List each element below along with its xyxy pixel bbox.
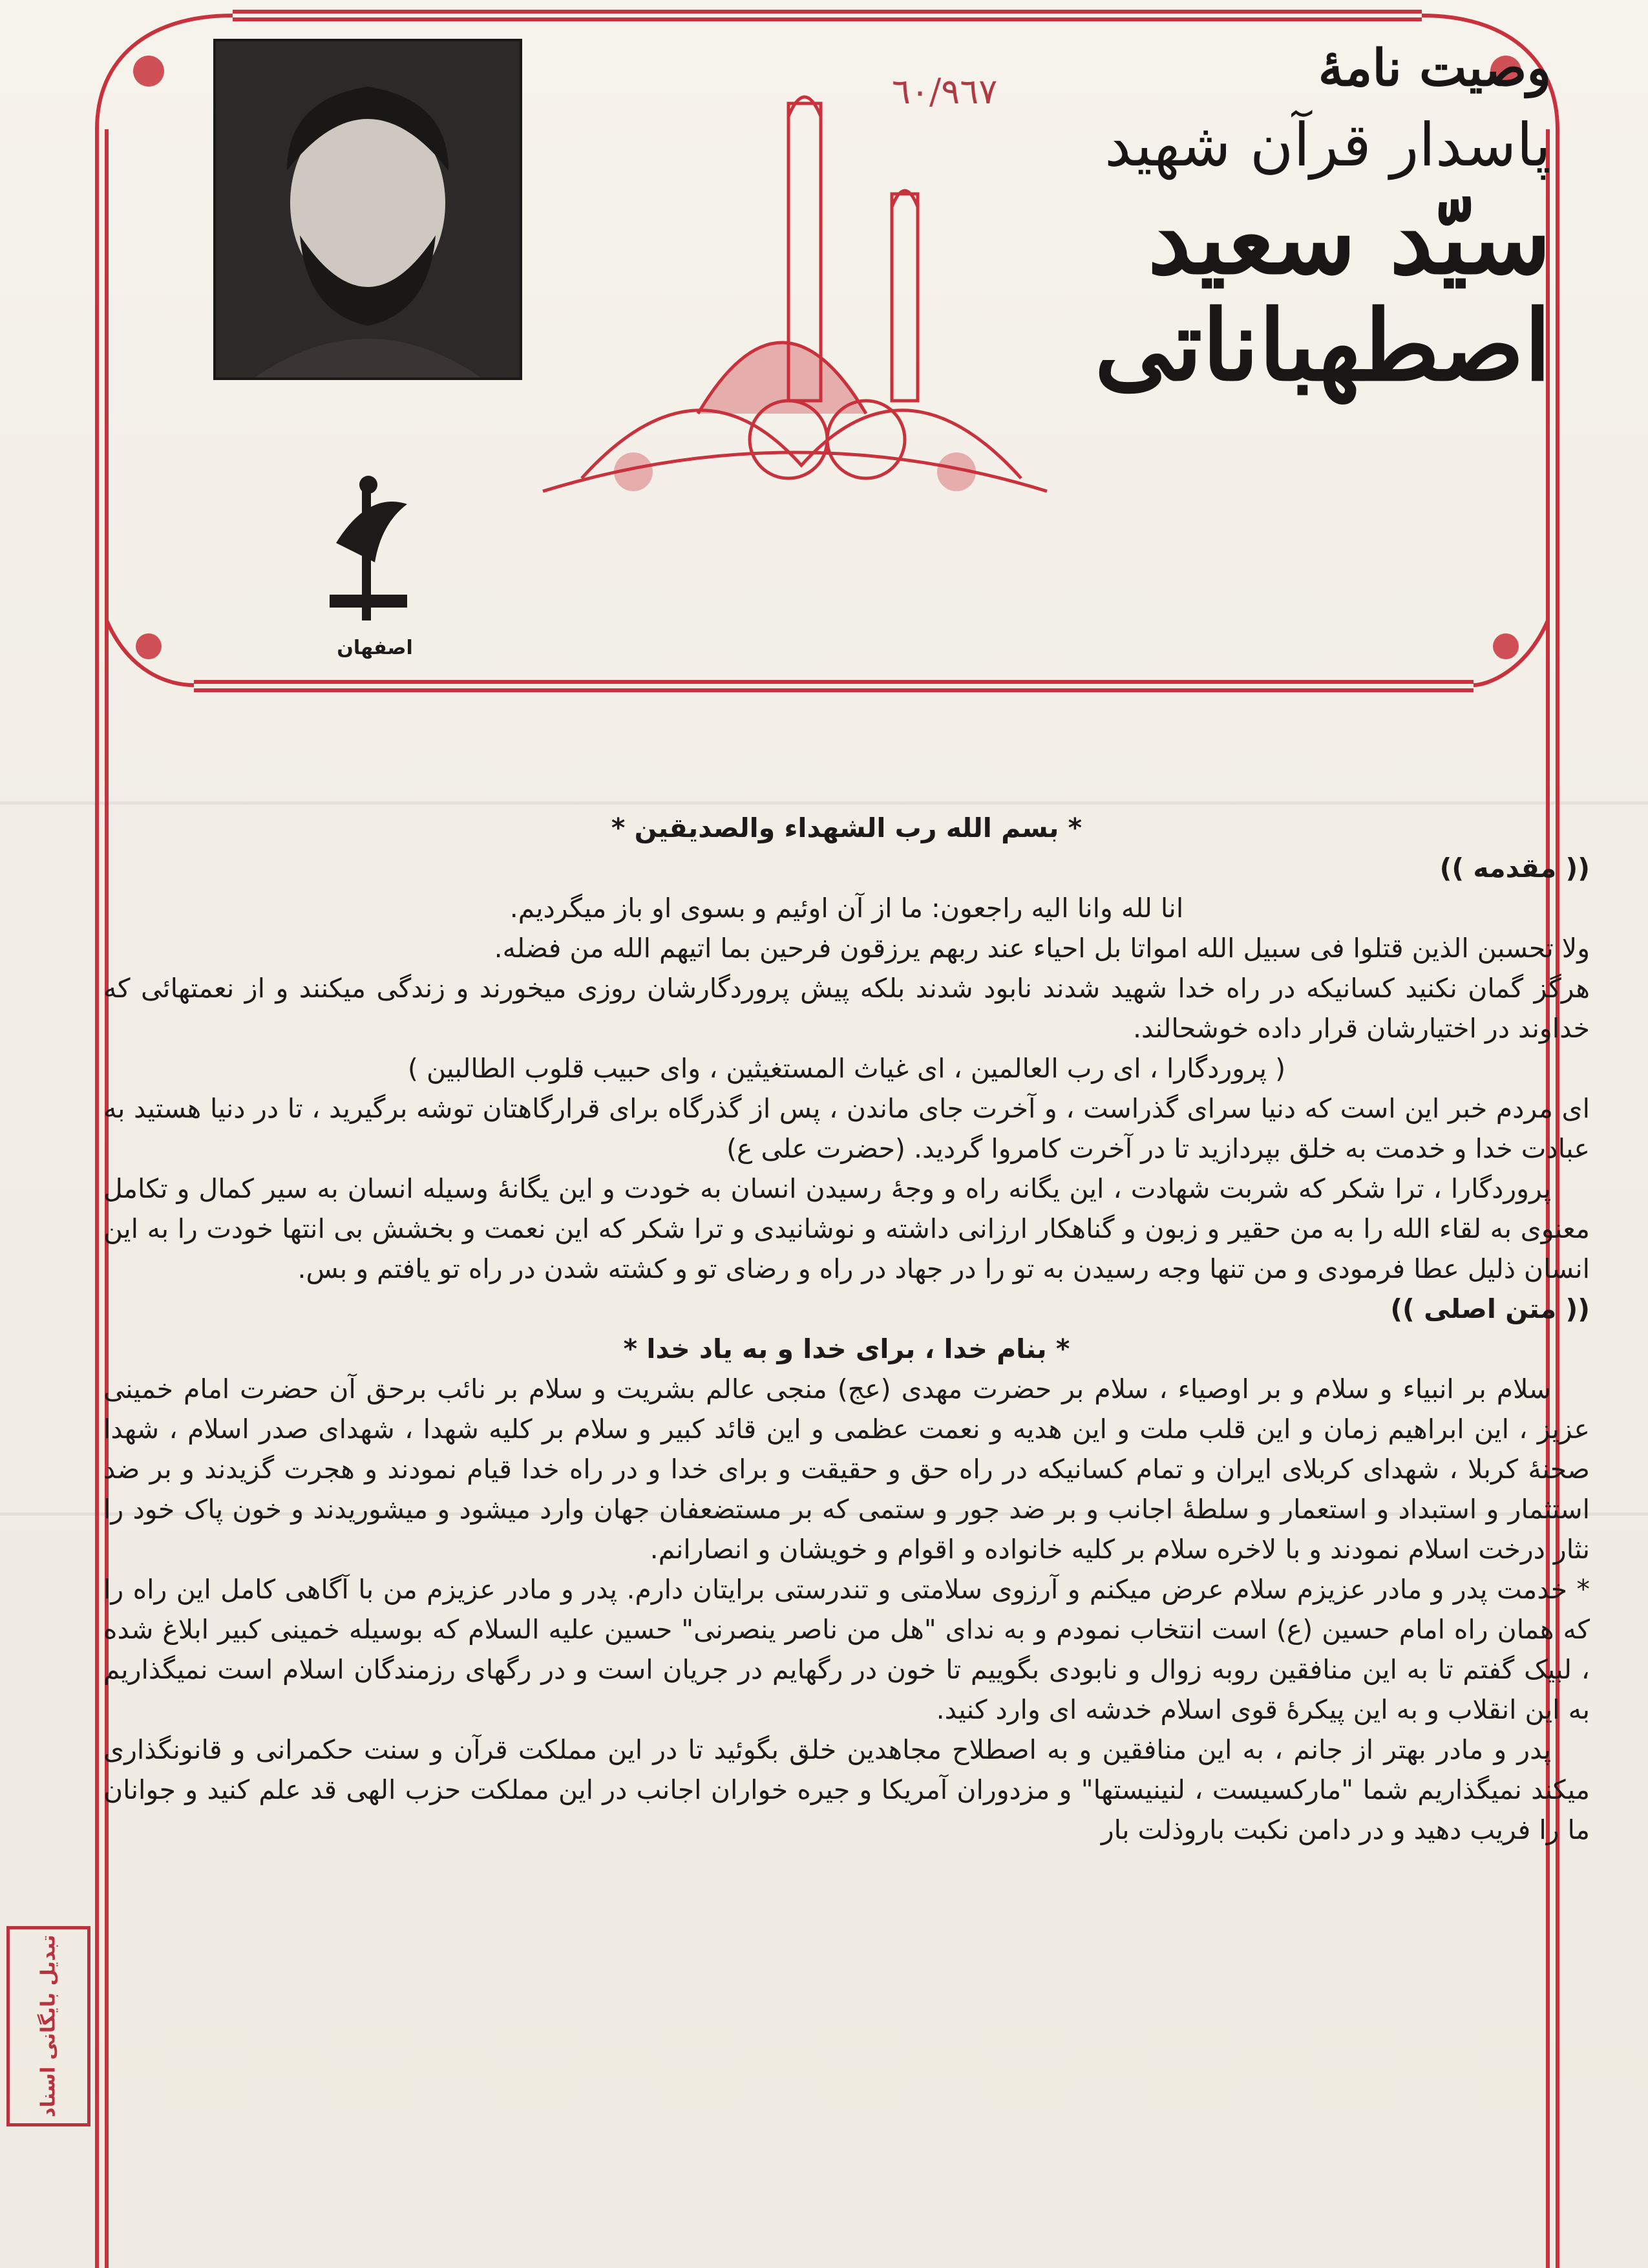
paragraph: انا لله وانا الیه راجعون: ما از آن اوئیم و بسوی او باز میگردیم. xyxy=(509,893,1184,924)
paragraph: سلام بر انبیاء و سلام و بر اوصیاء ، سلام بر حضرت مهدی (عج) منجی عالم بشریت و سلام بر نائب برحق آن حضرت امام خمینی عزیز ، این ابراهیم زمان و این قلب ملت و این هدیه و نعمت عظمی و این قائد کبیر و سلام بر کلیه شهدا ، شهدای صدر اسلام ، شهدا صحنهٔ کربلا ، شهدای کربلای ایران و تمام کسانیکه در راه حق و حقیقت و برای خدا و در راه خدا قیام نمودند و هجرت گزیدند و بر ضد استثمار و استبداد و استعمار و سلطهٔ اجانب و بر ضد جور و ستمی که بر مستضعفان جهان وارد میشود و میشوریدند و خون پاک خود را نثار درخت اسلام نمودند و با لاخره سلام بر کلیه خانواده و اقوام و خویشان و انصارانم. xyxy=(103,1373,1590,1565)
logo-label: اصفهان xyxy=(337,637,413,659)
archive-stamp: تبدیل بایگانی اسناد xyxy=(6,1926,90,2126)
intro-heading: (( مقدمه )) xyxy=(1439,853,1590,884)
main-subheading: * بنام خدا ، برای خدا و به یاد خدا * xyxy=(623,1333,1070,1364)
title-block xyxy=(969,39,1551,403)
title-will: وصیت نامهٔ xyxy=(1318,39,1551,98)
paragraph: هرگز گمان نکنید کسانیکه در راه خدا شهید شدند نابود شدند بلکه پیش پروردگارشان روزی میخورند و زندگی میکنند و از نعمتهائی که خداوند در اختیارشان قرار داده خوشحالند. xyxy=(103,973,1590,1044)
paragraph: پدر و مادر بهتر از جانم ، به این منافقین و به اصطلاح مجاهدین خلق بگوئید تا در این مملکت قرآن و سنت حکمرانی و قانونگذاری میکند نمیگذاریم شما "مارکسیست ، لنینیستها" و مزدوران آمریکا و جیره خواران اجانب در این مملکت حزب الهی قد علم کنید و جوانان ما را فریب دهید و در دامن نکبت باروذلت بار xyxy=(103,1734,1590,1845)
will-body xyxy=(103,808,1590,1850)
title-martyr-name: سیّد سعید اصطهباناتی xyxy=(1094,182,1551,403)
archive-number: ٦٠/٩٦٧ xyxy=(892,71,998,112)
paragraph: پروردگارا ، ترا شکر که شربت شهادت ، این یگانه راه و وجهٔ رسیدن انسان به خودت و این یگانهٔ وسیله انسان به سیر کمال و تکامل معنوی به لقاء الله را به من حقیر و زبون و گناهکار ارزانی داشته و نوشانیدی و ترا شکر که این نعمت و بخشش بی انتها خودت را به این انسان ذلیل عطا فرمودی و من تنها وجه رسیدن به تو را در جهاد در راه و رضای تو و کشته شدن در راه تو یافتم و بس. xyxy=(103,1173,1590,1284)
paragraph: ای مردم خبر این است که دنیا سرای گذراست ، و آخرت جای ماندن ، پس از گذرگاه برای قرارگاهتان توشه برگیرید ، تا در دنیا هستید به عبادت خدا و خدمت به خلق بپردازید تا در آخرت کامروا گردید. (حضرت علی ع) xyxy=(103,1093,1590,1164)
martyr-portrait xyxy=(213,39,522,380)
paragraph: ( پروردگارا ، ای رب العالمین ، ای غیاث المستغیثین ، وای حبیب قلوب الطالبین ) xyxy=(407,1053,1286,1084)
paragraph: ولا تحسبن الذین قتلوا فی سبیل الله امواتا بل احیاء عند ربهم یرزقون فرحین بما اتیهم الله من فضله. xyxy=(494,933,1590,964)
sepah-emblem-icon xyxy=(310,465,427,646)
title-guardian: پاسدار قرآن شهید xyxy=(1104,111,1551,180)
paragraph: * خدمت پدر و مادر عزیزم سلام عرض میکنم و آرزوی سلامتی و تندرستی برایتان دارم. پدر و مادر عزیزم من با آگاهی کامل این راه را که همان راه امام حسین (ع) است انتخاب نمودم و به ندای "هل من ناصر ینصرنی" حسین علیه السلام که بوسیله خمینی کبیر ابلاغ شده ، لبیک گفتم تا به این منافقین روبه زوال و نابودی بگوییم تا خون در رگهایم در جریان است و در رگهای رزمندگان اسلام است نمیگذاریم به این انقلاب و به این پیکرهٔ قوی اسلام خدشه ای وارد کنید. xyxy=(103,1574,1590,1725)
main-heading: (( متن اصلی )) xyxy=(1390,1293,1590,1324)
basmala: * بسم الله رب الشهداء والصدیقین * xyxy=(611,812,1083,843)
